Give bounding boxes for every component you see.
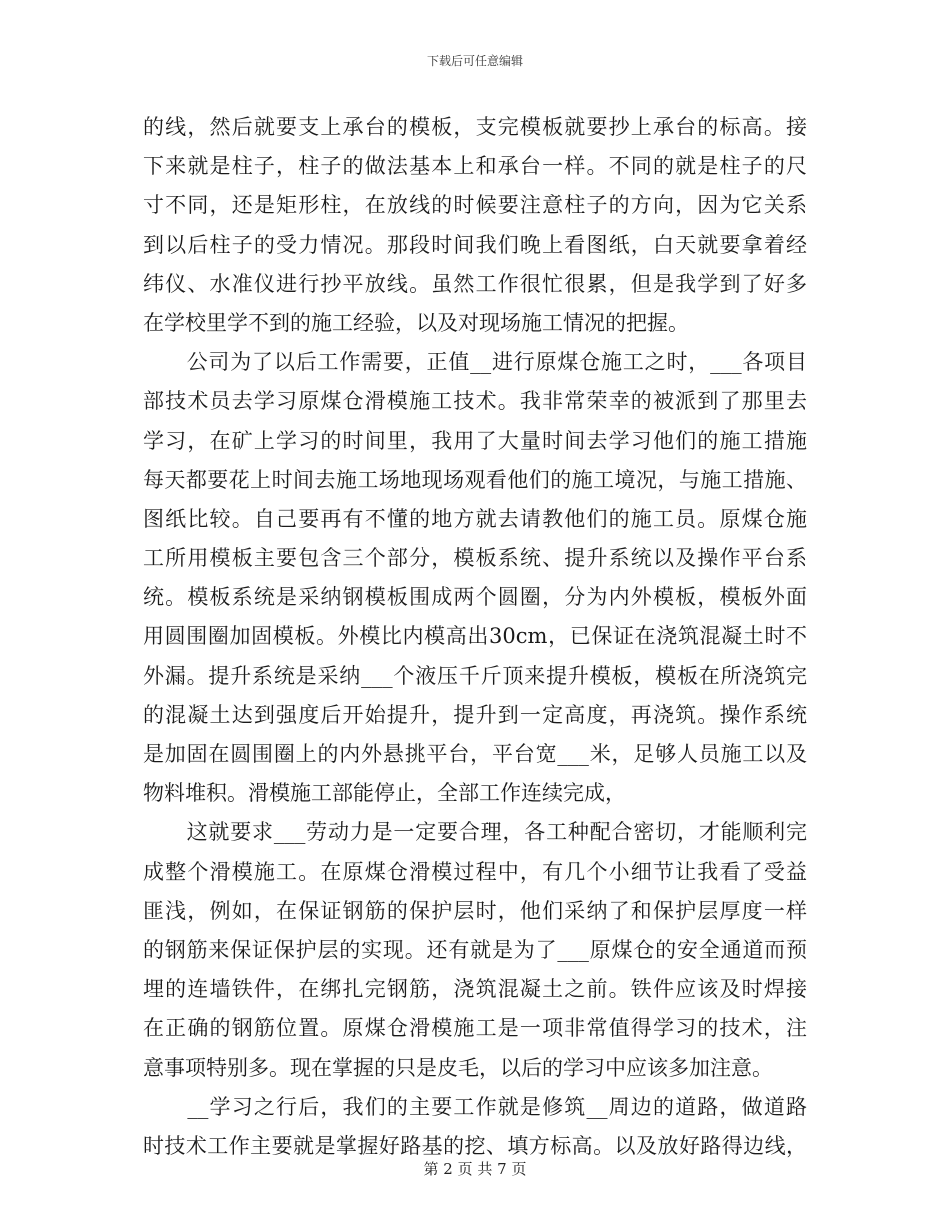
- text-line: 匪浅，例如，在保证钢筋的保护层时，他们采纳了和保护层厚度一样: [143, 898, 807, 923]
- text-line: 的钢筋来保证保护层的实现。还有就是为了___原煤仓的安全通道而预: [143, 937, 807, 962]
- text-line: 寸不同，还是矩形柱，在放线的时候要注意柱子的方向，因为它关系: [143, 193, 807, 218]
- text-line: 工所用模板主要包含三个部分，模板系统、提升系统以及操作平台系: [143, 546, 807, 571]
- page-header: 下载后可任意编辑: [426, 54, 523, 68]
- text-line: 外漏。提升系统是采纳___个液压千斤顶来提升模板，模板在所浇筑完: [143, 663, 807, 688]
- text-line: 在学校里学不到的施工经验，以及对现场施工情况的把握。: [143, 310, 689, 335]
- text-line: 纬仪、水准仪进行抄平放线。虽然工作很忙很累，但是我学到了好多: [143, 271, 807, 296]
- text-line: 物料堆积。滑模施工部能停止，全部工作连续完成，: [143, 781, 626, 806]
- text-line: 意事项特别多。现在掌握的只是皮毛，以后的学习中应该多加注意。: [143, 1055, 773, 1080]
- text-line: 在正确的钢筋位置。原煤仓滑模施工是一项非常值得学习的技术，注: [143, 1016, 807, 1041]
- document-body: [143, 108, 807, 1166]
- text-line: 用圆围圈加固模板。外模比内模高出30cm，已保证在浇筑混凝土时不: [143, 624, 807, 649]
- text-line: 部技术员去学习原煤仓滑模施工技术。我非常荣幸的被派到了那里去: [143, 389, 807, 414]
- text-line: __学习之行后，我们的主要工作就是修筑__周边的道路，做道路: [143, 1094, 807, 1119]
- text-line: 这就要求___劳动力是一定要合理，各工种配合密切，才能顺利完: [143, 820, 807, 845]
- text-line: 学习，在矿上学习的时间里，我用了大量时间去学习他们的施工措施: [143, 428, 807, 453]
- text-line: 埋的连墙铁件，在绑扎完钢筋，浇筑混凝土之前。铁件应该及时焊接: [143, 977, 807, 1002]
- text-line: 成整个滑模施工。在原煤仓滑模过程中，有几个小细节让我看了受益: [143, 859, 807, 884]
- text-line: 到以后柱子的受力情况。那段时间我们晚上看图纸，白天就要拿着经: [143, 232, 807, 257]
- text-line: 统。模板系统是采纳钢模板围成两个圆圈，分为内外模板，模板外面: [143, 585, 807, 610]
- text-line: 公司为了以后工作需要，正值__进行原煤仓施工之时，___各项目: [143, 350, 807, 375]
- text-line: 时技术工作主要就是掌握好路基的挖、填方标高。以及放好路得边线，: [143, 1133, 807, 1158]
- page-footer: 第 2 页 共 7 页: [423, 1160, 527, 1178]
- text-line: 下来就是柱子，柱子的做法基本上和承台一样。不同的就是柱子的尺: [143, 154, 807, 179]
- text-line: 是加固在圆围圈上的内外悬挑平台，平台宽___米，足够人员施工以及: [143, 742, 807, 766]
- text-line: 的线，然后就要支上承台的模板，支完模板就要抄上承台的标高。接: [143, 115, 807, 139]
- text-line: 的混凝土达到强度后开始提升，提升到一定高度，再浇筑。操作系统: [143, 702, 807, 727]
- text-line: 每天都要花上时间去施工场地现场观看他们的施工境况，与施工措施、: [143, 467, 807, 492]
- text-line: 图纸比较。自己要再有不懂的地方就去请教他们的施工员。原煤仓施: [143, 506, 807, 531]
